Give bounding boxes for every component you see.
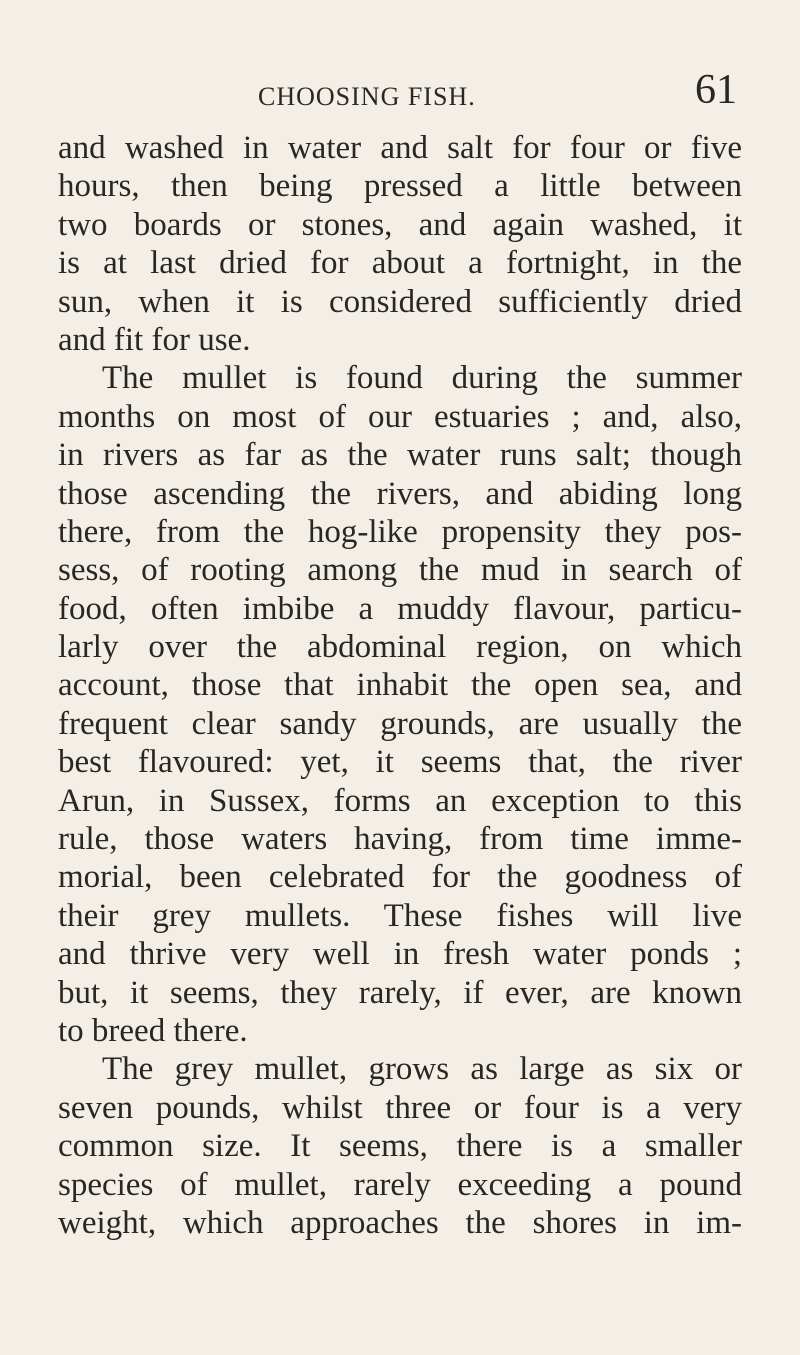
text-line: is at last dried for about a fortnight, in the — [58, 245, 742, 282]
text-line: rule, those waters having, from time imme- — [58, 821, 742, 858]
text-line: morial, been celebrated for the goodness of — [58, 859, 742, 896]
text-line: two boards or stones, and again washed, it — [58, 206, 742, 243]
text-line: seven pounds, whilst three or four is a very — [58, 1089, 742, 1126]
body-text — [58, 129, 742, 1242]
text-line: sess, of rooting among the mud in search of — [58, 552, 742, 589]
text-line: food, often imbibe a muddy flavour, particu- — [58, 590, 742, 627]
text-line: The mullet is found during the summer — [102, 360, 742, 397]
text-line: sun, when it is considered sufficiently dried — [58, 283, 742, 320]
text-line: months on most of our estuaries ; and, also, — [58, 398, 742, 435]
text-line: hours, then being pressed a little between — [58, 168, 742, 205]
page-number: 61 — [695, 67, 737, 113]
text-line: those ascending the rivers, and abiding long — [58, 475, 742, 512]
text-line: species of mullet, rarely exceeding a pound — [58, 1166, 742, 1203]
text-line: in rivers as far as the water runs salt; though — [58, 437, 742, 474]
text-line: but, it seems, they rarely, if ever, are known — [58, 974, 742, 1011]
text-line: there, from the hog-like propensity they pos- — [58, 513, 742, 550]
text-line: and washed in water and salt for four or five — [58, 130, 742, 166]
running-head: CHOOSING FISH. — [258, 82, 476, 111]
text-line: and thrive very well in fresh water ponds ; — [58, 936, 742, 973]
text-line: larly over the abdominal region, on which — [58, 629, 742, 666]
text-line: Arun, in Sussex, forms an exception to this — [58, 782, 742, 819]
text-line: and fit for use. — [58, 321, 251, 358]
text-line: best flavoured: yet, it seems that, the river — [58, 744, 742, 781]
text-line: frequent clear sandy grounds, are usually the — [58, 705, 742, 742]
text-line: The grey mullet, grows as large as six or — [102, 1051, 742, 1088]
text-line: account, those that inhabit the open sea, and — [58, 667, 742, 704]
text-line: to breed there. — [58, 1012, 248, 1049]
text-line: common size. It seems, there is a smaller — [58, 1128, 742, 1165]
text-line: their grey mullets. These fishes will live — [58, 897, 742, 934]
text-line: weight, which approaches the shores in im- — [58, 1204, 742, 1241]
